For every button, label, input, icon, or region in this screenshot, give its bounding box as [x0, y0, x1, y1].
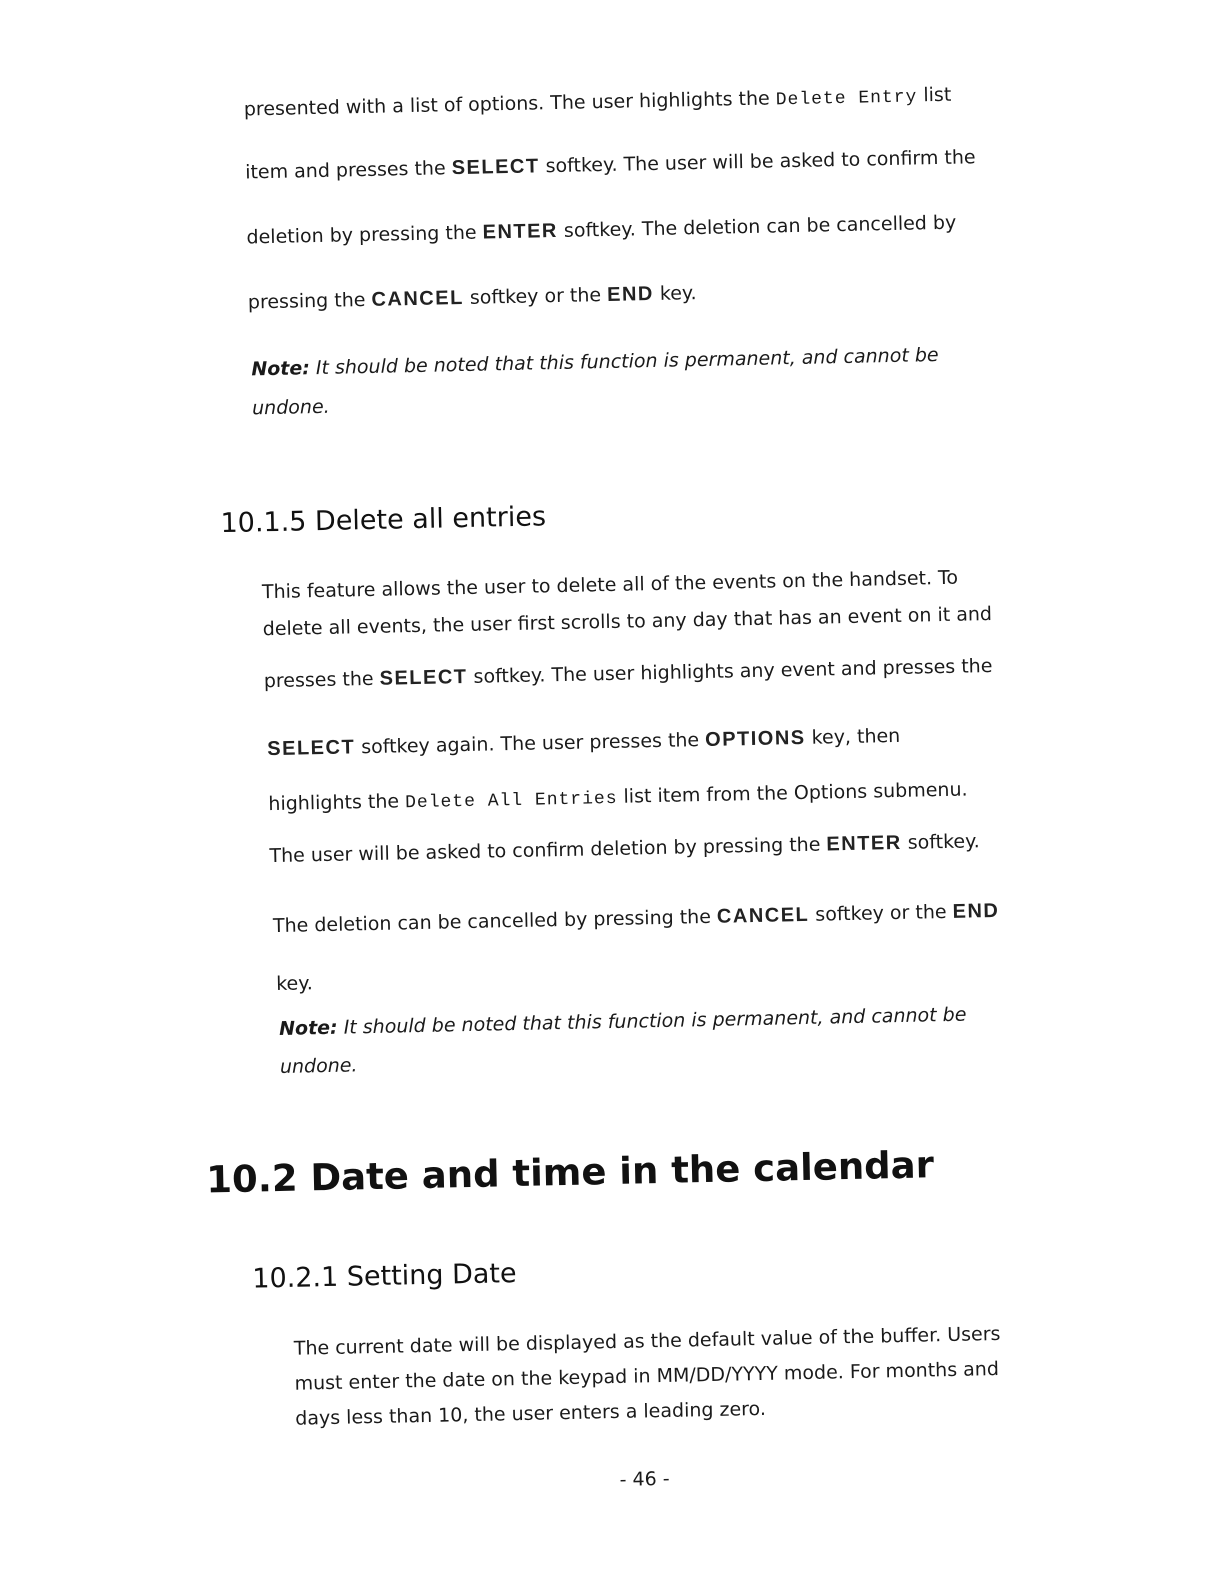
section-1015-line-6	[269, 829, 980, 868]
text-run: softkey or the	[809, 900, 953, 926]
key-end: END	[606, 282, 655, 306]
text-run: softkey or the	[463, 283, 608, 309]
key-end: END	[952, 899, 1000, 923]
section-1015-line-3	[264, 654, 993, 693]
note-1-line-1	[251, 343, 939, 381]
text-run: presented with a list of options. The user highlights the	[243, 87, 776, 121]
text-run: key.	[275, 972, 314, 996]
key-cancel: CANCEL	[371, 286, 465, 311]
section-1021-line-1	[294, 1322, 1001, 1361]
key-enter: ENTER	[482, 219, 559, 244]
text-run: item and presses the	[244, 157, 452, 184]
text-run: days less than 10, the user enters a leading zero.	[295, 1397, 767, 1430]
note-label: Note:	[251, 357, 311, 381]
text-run: delete all events, the user first scrolls to any day that has an event on it and	[262, 602, 993, 641]
page-number: - 46 -	[619, 1467, 670, 1491]
section-1021-line-2	[294, 1357, 999, 1396]
text-run: This feature allows the user to delete all of the events on the handset. To	[261, 566, 959, 604]
note-text: It should be noted that this function is permanent, and cannot be	[309, 344, 939, 380]
note-2-line-1	[279, 1003, 967, 1041]
note-label: Note:	[278, 1016, 338, 1040]
text-run: must enter the date on the keypad in MM/DD/YYYY mode. For months and	[294, 1357, 1000, 1395]
text-run: softkey.	[901, 830, 980, 854]
code-delete-entry: Delete Entry	[775, 87, 918, 111]
text-run: key.	[653, 282, 697, 305]
text-run: softkey. The user highlights any event and presses the	[467, 654, 993, 688]
text-run: list	[917, 83, 952, 107]
text-run: deletion by pressing the	[246, 221, 483, 249]
text-run: highlights the	[268, 790, 406, 816]
intro-line-2	[245, 145, 976, 184]
note-text: undone.	[279, 1054, 358, 1078]
section-1021-line-3	[295, 1397, 766, 1431]
note-2-line-2	[280, 1053, 358, 1079]
text-run: softkey. The user will be asked to confirm the	[539, 146, 976, 178]
text-run: The user will be asked to confirm deletion by pressing the	[269, 833, 827, 868]
section-1015-line-4	[267, 724, 900, 761]
intro-line-4	[248, 281, 697, 314]
key-select: SELECT	[267, 736, 356, 761]
text-run: key, then	[805, 724, 901, 749]
note-text: It should be noted that this function is permanent, and cannot be	[337, 1003, 967, 1039]
section-1015-line-2	[263, 602, 993, 641]
text-run: list item from the Options submenu.	[617, 778, 968, 808]
text-run: pressing the	[247, 288, 372, 314]
key-select: SELECT	[451, 155, 540, 180]
note-1-line-2	[252, 395, 330, 421]
text-run: softkey again. The user presses the	[354, 729, 706, 759]
text-run: The deletion can be cancelled by pressing the	[272, 905, 718, 938]
intro-line-1	[244, 83, 952, 124]
key-enter: ENTER	[826, 831, 902, 856]
code-delete-all-entries: Delete All Entries	[404, 788, 618, 814]
text-run: softkey. The deletion can be cancelled by	[557, 211, 957, 242]
section-heading-10-2: 10.2 Date and time in the calendar	[205, 1143, 935, 1202]
key-select: SELECT	[379, 665, 468, 690]
key-options: OPTIONS	[704, 726, 806, 751]
section-heading-10-2-1: 10.2.1 Setting Date	[252, 1258, 517, 1295]
text-run: The current date will be displayed as the default value of the buffer. Users	[293, 1322, 1001, 1360]
note-text: undone.	[251, 395, 330, 420]
key-cancel: CANCEL	[716, 903, 810, 928]
text-run: presses the	[263, 667, 380, 693]
section-heading-10-1-5: 10.1.5 Delete all entries	[220, 501, 547, 540]
section-1015-line-5	[268, 778, 968, 819]
intro-line-3	[246, 211, 956, 250]
section-1015-line-7	[273, 899, 1000, 938]
section-1015-line-8	[276, 971, 313, 996]
section-1015-line-1	[262, 566, 959, 605]
